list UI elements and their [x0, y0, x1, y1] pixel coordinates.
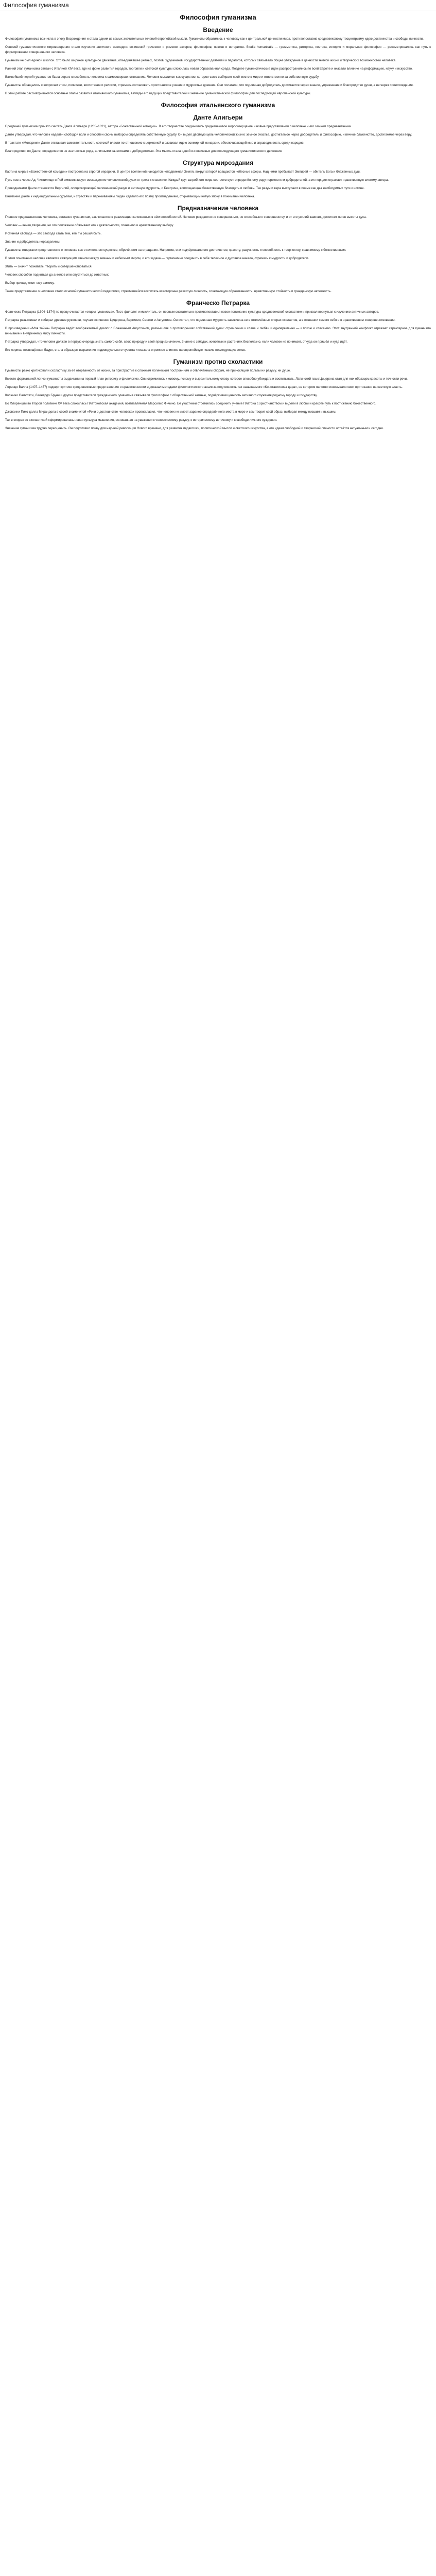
document-title: Философия гуманизма — [180, 13, 256, 21]
paragraph: Петрарка утверждал, что человек должен в первую очередь знать самого себя, свою природу и своё предназначение. Знание о звёздах, животных и растениях бесполезно, если человек не понимает, откуда он пришёл и куда идёт. — [5, 340, 348, 344]
paragraph: Выбор принадлежит ему самому. — [5, 281, 55, 285]
paragraph: Философия гуманизма возникла в эпоху Возрождения и стала одним из самых значительных течений европейской мысли. Гуманисты обратились к человеку как к центральной ценности мира, противопоставив средневековому теоцентризму идею достоинства и свободы личности. — [5, 37, 424, 41]
paragraph: Гуманисты резко критиковали схоластику за её оторванность от жизни, за пристрастие к сложным логическим построениям и отвлечённым спорам, не приносящим пользы ни разуму, ни душе. — [5, 369, 291, 372]
paragraph: Значение гуманизма трудно переоценить. Он подготовил почву для научной революции Нового времени, для развития педагогики, политической мысли и светского искусства, а его идеал свободной и творческой личности остаётся актуальным и сегодня. — [5, 427, 384, 430]
document — [0, 10, 436, 431]
section-heading: Философия итальянского гуманизма — [161, 101, 275, 109]
paragraph: Важнейшей чертой гуманистов была вера в способность человека к самосовершенствованию. Человек мыслился как существо, которое само выбирает своё место в мире и ответственно за собственную судьбу. — [5, 75, 320, 79]
section-heading: Структура мироздания — [182, 159, 254, 166]
section — [5, 299, 431, 353]
paragraph: Гуманизм не был единой школой. Это было широкое культурное движение, объединявшее учёных, поэтов, художников, государственных деятелей и педагогов, которых связывало общее убеждение в ценности земной жизни и творческих возможностей человека. — [5, 59, 396, 62]
paragraph: Предтечей гуманизма принято считать Данте Алигьери (1265–1321), автора «Божественной комедии». В его творчестве соединились средневековое миросозерцание и новые представления о человеке и его земном предназначении. — [5, 125, 352, 128]
paragraph: Его лирика, посвящённая Лауре, стала образцом выражения индивидуального чувства и оказала огромное влияние на европейскую поэзию последующих веков. — [5, 348, 246, 352]
paragraph: Колюччо Салютати, Леонардо Бруни и другие представители гражданского гуманизма связывали философию с общественной жизнью, подчёркивая ценность активного служения родному городу и государству. — [5, 394, 318, 397]
paragraph: В этой работе рассматриваются основные этапы развития итальянского гуманизма, взгляды его ведущих представителей и значение гуманистической философии для последующей европейской культуры. — [5, 92, 311, 95]
paragraph: Гуманисты отвергали представление о человеке как о ничтожном существе, обречённом на страдания. Напротив, они подчёркивали его достоинство, красоту, разумность и способность к творчеству, сравнимому с божественным. — [5, 248, 346, 252]
paragraph: Благородство, по Данте, определяется не знатностью рода, а личными качествами и добродетелью. Эта мысль стала одной из ключевых для последующего гуманистического движения. — [5, 149, 283, 153]
paragraph: Путь поэта через Ад, Чистилище и Рай символизирует восхождение человеческой души от греха к спасению. Каждый круг загробного мира соответствует определённому роду пороков или добродетелей, а их порядок отражает нравственную систему автора. — [5, 178, 389, 182]
paragraph: Проводниками Данте становятся Вергилий, олицетворяющий человеческий разум и античную мудрость, и Беатриче, воплощающая божественную благодать и любовь. Так разум и вера выступают в поэме как два необходимых пути к истине. — [5, 187, 365, 190]
paragraph: Лоренцо Валла (1407–1457) подверг критике средневековые представления о нравственности и доказал методами филологического анализа подложность так называемого «Константинова дара», на котором папство основывало свои притязания на светскую власть. — [5, 385, 403, 389]
paragraph: Человек способен подняться до ангелов или опуститься до животных. — [5, 273, 110, 277]
paragraph: Гуманисты обращались к вопросам этики, политики, воспитания и религии, стремясь согласовать христианское учение с мудростью древних. Они полагали, что подлинная добродетель достигается через знание, упражнение и благородство души, а не через происхождение. — [5, 83, 414, 87]
paragraph: Франческо Петрарка (1304–1374) по праву считается «отцом гуманизма». Поэт, филолог и мыслитель, он первым сознательно противопоставил новое понимание культуры средневековой схоластике и призвал вернуться к изучению античных авторов. — [5, 310, 379, 314]
paragraph: Так в спорах со схоластикой сформировалась новая культура мышления, основанная на уважении к человеческому разуму, к историческому источнику и к свободе личного суждения. — [5, 418, 277, 422]
paragraph: Основой гуманистического мировоззрения стало изучение античного наследия: сочинений греческих и римских авторов, философов, поэтов и историков. Studia humanitatis — грамматика, риторика, поэтика, история и моральная философия — рассматривались как путь к формированию совершенного человека. — [5, 45, 431, 54]
paragraph: Человек — венец творения, но это положение обязывает его к деятельности, познанию и нравственному выбору. — [5, 224, 174, 227]
section — [5, 159, 431, 199]
paragraph: Джованни Пико делла Мирандола в своей знаменитой «Речи о достоинстве человека» провозгласил, что человек не имеет заранее определённого места в мире и сам творит свой образ, выбирая между низшим и высшим. — [5, 410, 337, 414]
paragraph: Вместо формальной логики гуманисты выдвигали на первый план риторику и филологию. Они стремились к живому, ясному и выразительному слову, которое способно убеждать и воспитывать. Латинский язык Цицерона стал для них образцом красоты и точности речи. — [5, 377, 408, 381]
paragraph: В произведении «Моя тайна» Петрарка ведёт воображаемый диалог с Блаженным Августином, размышляя о противоречиях собственной души: стремлении к славе и любви и одновременно — к покою и спасению. Этот внутренний конфликт отражает характерное для гуманизма внимание к внутреннему миру личности. — [5, 327, 431, 335]
section-subheading: Данте Алигьери — [193, 114, 243, 121]
section-heading: Франческо Петрарка — [186, 299, 250, 307]
document-body — [5, 26, 431, 431]
section-heading: Гуманизм против схоластики — [173, 358, 263, 365]
section — [5, 205, 431, 294]
section — [5, 358, 431, 431]
paragraph: Знание и добродетель неразделимы. — [5, 240, 61, 244]
paragraph: Главное предназначение человека, согласно гуманистам, заключается в реализации заложенных в нём способностей. Человек рождается не совершенным, но способным к совершенству, и от его усилий зависит, достигнет ли он высоты духа. — [5, 215, 367, 219]
paragraph: Ранний этап гуманизма связан с Италией XIV века, где на фоне развития городов, торговли и светской культуры сложилась новая образованная среда. Позднее гуманистические идеи распространились по всей Европе и оказали влияние на реформацию, науку и искусство. — [5, 67, 413, 71]
paragraph: Внимание Данте к индивидуальным судьбам, к страстям и переживаниям людей сделало его поэму произведением, открывающим новую эпоху в понимании человека. — [5, 195, 255, 198]
section — [5, 26, 431, 96]
paragraph: Данте утверждал, что человек наделён свободой воли и способен своим выбором определять собственную судьбу. Он видел двойную цель человеческой жизни: земное счастье, достигаемое через добродетель и философию, и вечное блаженство, достигаемое через веру. — [5, 133, 412, 137]
section-heading: Предназначение человека — [177, 205, 259, 212]
section — [5, 101, 431, 154]
paragraph: Петрарка разыскивал и собирал древние рукописи, изучал сочинения Цицерона, Вергилия, Сенеки и Августина. Он считал, что подлинная мудрость заключена не в отвлечённых спорах схоластов, а в познании самого себя и в нравственном совершенствовании. — [5, 318, 396, 322]
section-heading: Введение — [203, 26, 233, 33]
paragraph: Картина мира в «Божественной комедии» построена на строгой иерархии. В центре вселенной находится неподвижная Земля, вокруг которой вращаются небесные сферы. Над ними пребывает Эмпирей — обитель Бога и блаженных душ. — [5, 170, 361, 174]
paragraph: Истинная свобода — это свобода стать тем, кем ты решил быть. — [5, 232, 102, 235]
paragraph: Такое представление о человеке стало основой гуманистической педагогики, стремившейся воспитать всесторонне развитую личность, сочетающую образованность, нравственную стойкость и гражданскую активность. — [5, 290, 332, 293]
paragraph: В этом понимании человек является связующим звеном между земным и небесным миром, и его задача — гармонично соединить в себе телесное и духовное начала, стремясь к мудрости и добродетели. — [5, 257, 309, 260]
paragraph: В трактате «Монархия» Данте отстаивал самостоятельность светской власти по отношению к церковной и развивал идею всемирной монархии, обеспечивающей мир и справедливость среди народов. — [5, 141, 305, 145]
paragraph: Во Флоренции во второй половине XV века сложилась Платоновская академия, возглавляемая Марсилио Фичино. Её участники стремились соединить учение Платона с христианством и видели в любви и красоте путь к постижению божественного. — [5, 402, 376, 405]
paragraph: Жить — значит познавать, творить и совершенствоваться. — [5, 265, 93, 268]
window-title: Философия гуманизма — [0, 0, 436, 10]
